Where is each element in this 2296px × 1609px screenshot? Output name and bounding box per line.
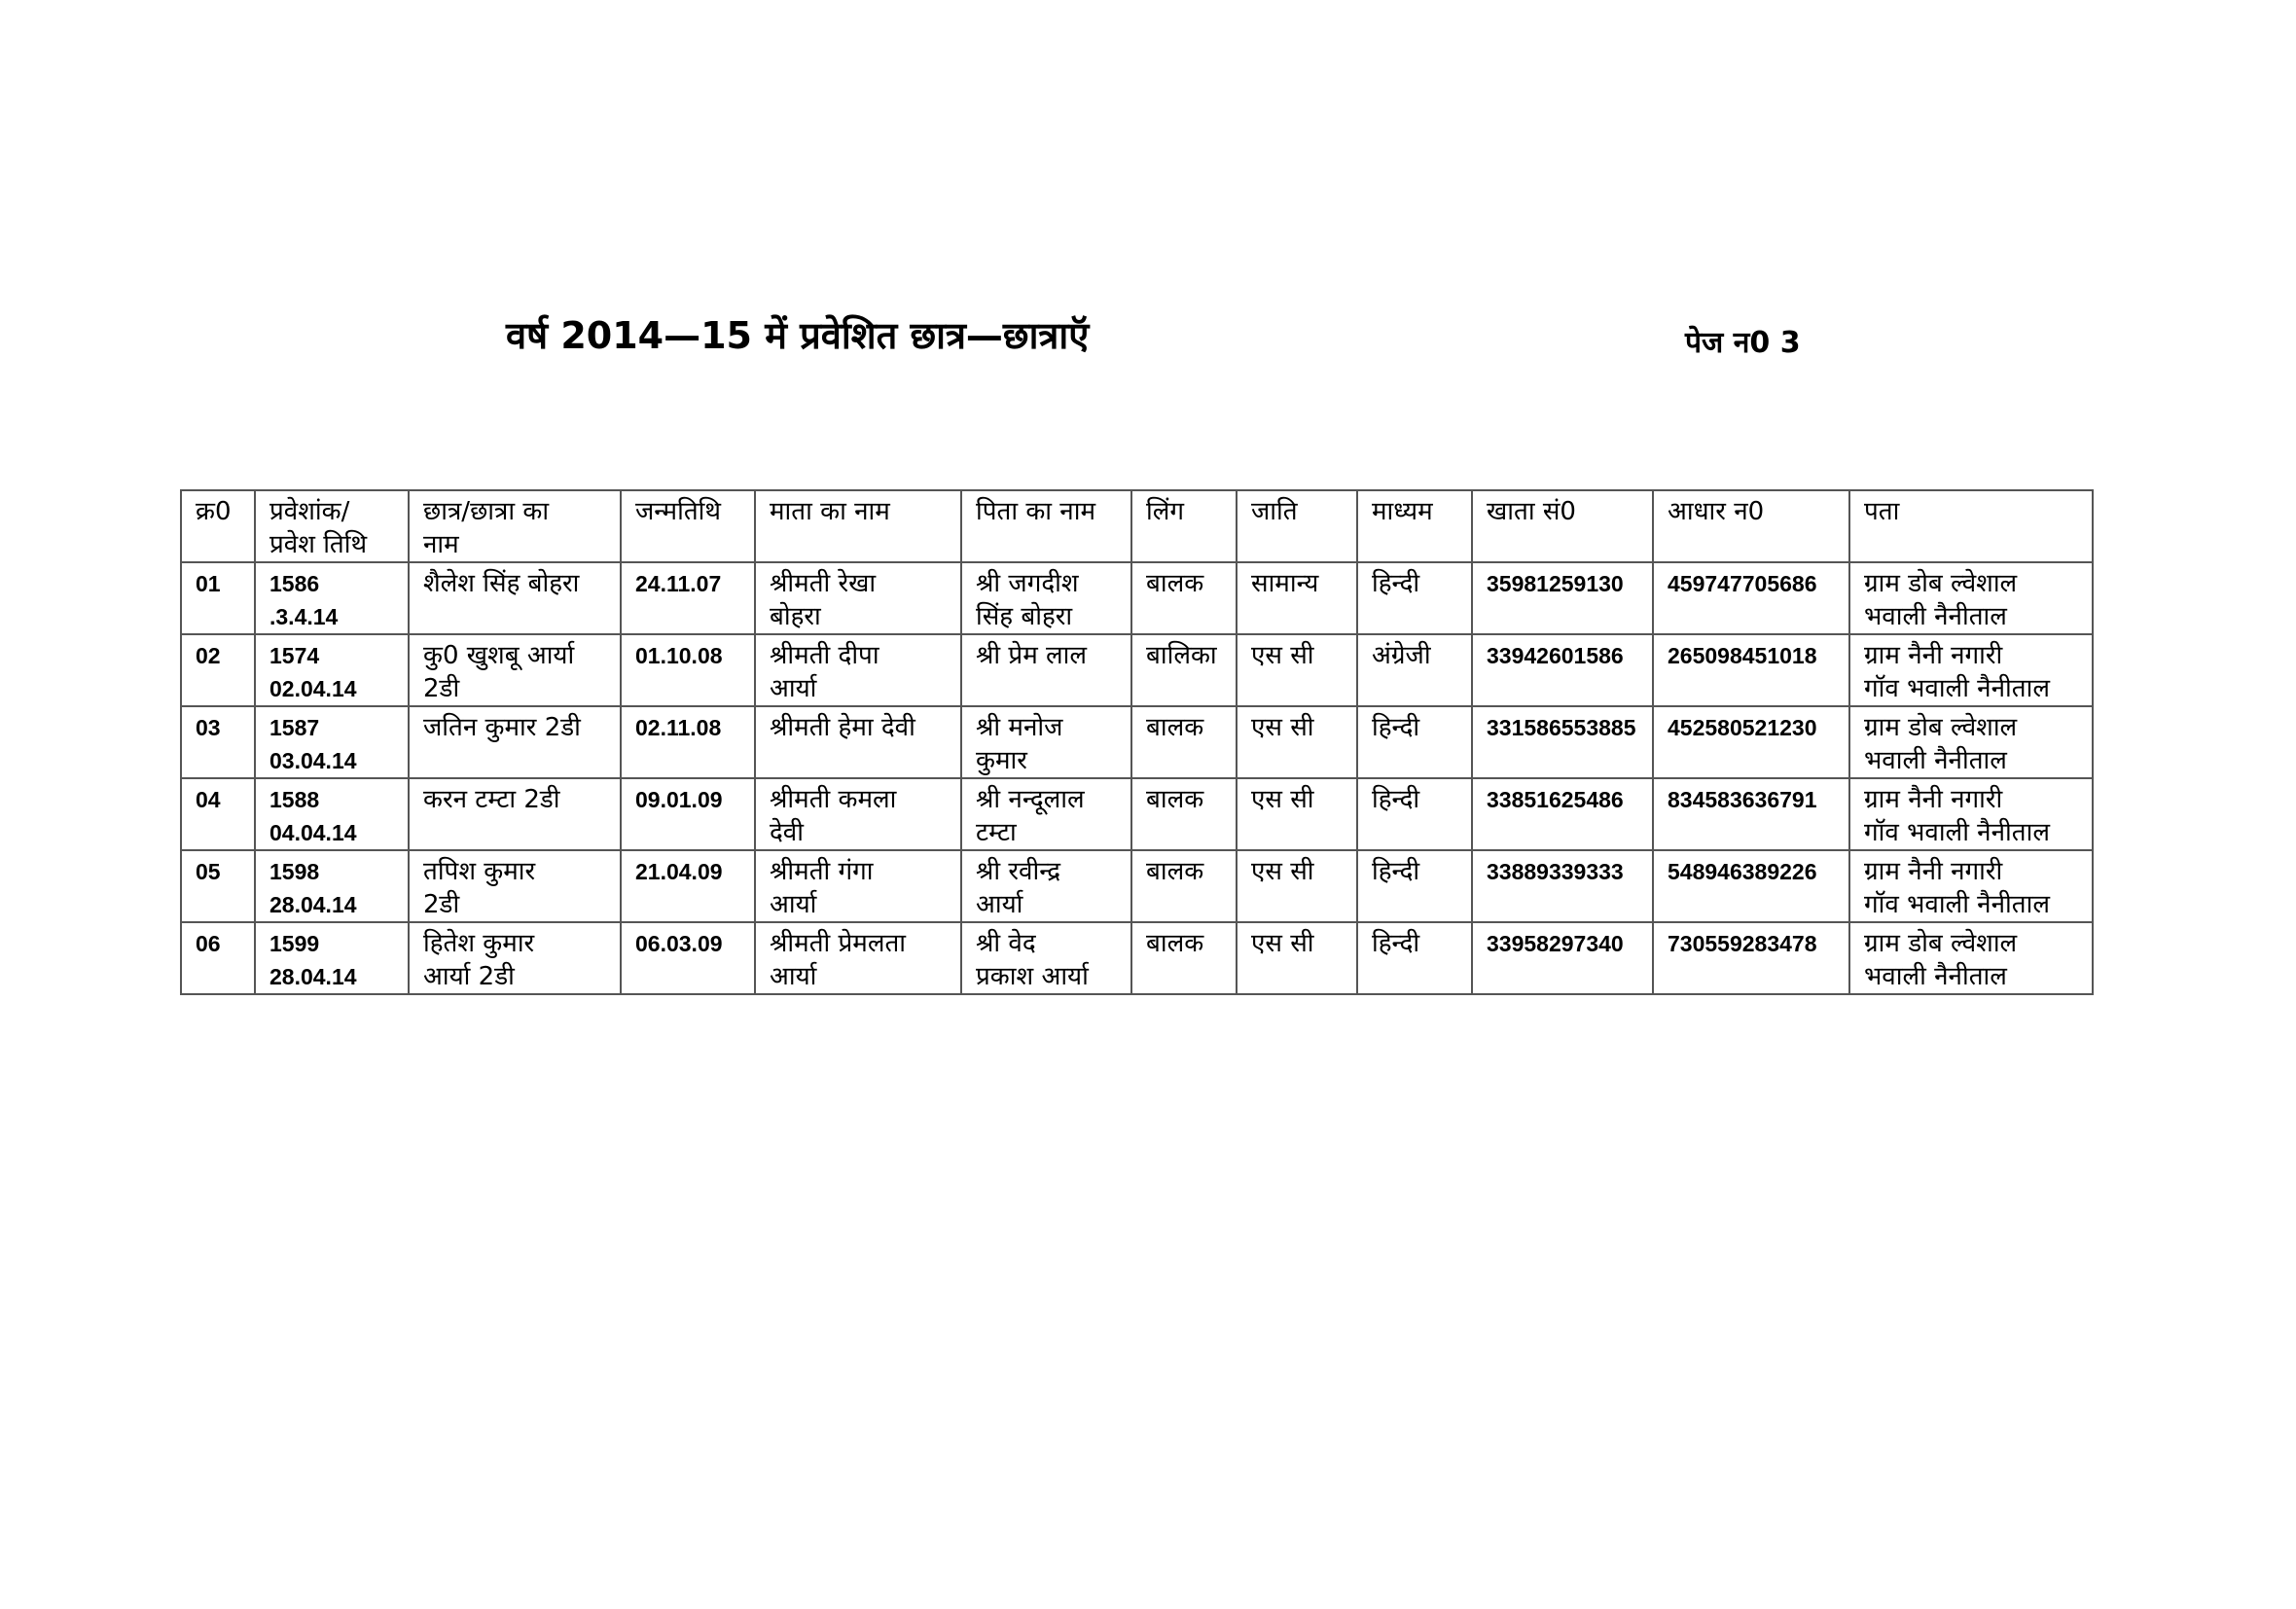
cell-caste: [1237, 850, 1357, 922]
cell-line: हितेश कुमार: [423, 929, 535, 958]
cell-line: 04.04.14: [269, 820, 357, 845]
cell-admission: [255, 634, 409, 706]
cell-line: ग्राम डोब ल्वेशाल: [1864, 713, 2018, 742]
cell-line: 09.01.09: [635, 787, 723, 812]
cell-aadhaar-no: [1653, 850, 1849, 922]
cell-line: श्री जगदीश: [976, 569, 1079, 598]
cell-account-no: [1472, 778, 1653, 850]
cell-line: ग्राम नैनी नगारी: [1864, 641, 2003, 670]
document-title: वर्ष 2014—15 में प्रवेशित छात्र—छात्राऍ: [506, 314, 1090, 357]
cell-line: बालक: [1146, 785, 1204, 814]
cell-line: टम्टा: [976, 818, 1017, 847]
cell-account-no: [1472, 562, 1653, 634]
cell-address: [1849, 562, 2093, 634]
cell-student-name: [409, 706, 621, 778]
cell-caste: [1237, 562, 1357, 634]
cell-caste: [1237, 634, 1357, 706]
cell-line: जन्मतिथि: [635, 497, 722, 526]
cell-line: श्री वेद: [976, 929, 1036, 958]
table-row: [181, 634, 2093, 706]
cell-line: श्री रवीन्द्र: [976, 857, 1061, 886]
cell-line: हिन्दी: [1372, 713, 1420, 742]
cell-line: 1588: [269, 787, 320, 812]
cell-line: श्रीमती दीपा: [770, 641, 879, 670]
cell-medium: [1357, 562, 1472, 634]
header-medium: [1357, 490, 1472, 562]
cell-gender: [1131, 850, 1237, 922]
cell-mother-name: [755, 562, 961, 634]
header-birth-date: [621, 490, 755, 562]
cell-address: [1849, 706, 2093, 778]
cell-account-no: [1472, 922, 1653, 994]
cell-line: 02: [196, 643, 221, 668]
header-gender: [1131, 490, 1237, 562]
header-admission-no-date: [255, 490, 409, 562]
cell-line: 02.04.14: [269, 676, 357, 701]
cell-aadhaar-no: [1653, 922, 1849, 994]
header-mother-name: [755, 490, 961, 562]
cell-line: आधार न0: [1668, 497, 1765, 526]
header-student-name: [409, 490, 621, 562]
cell-line: 06: [196, 931, 221, 956]
cell-line: 03.04.14: [269, 748, 357, 773]
page-number: पेज न0 3: [1685, 326, 1801, 360]
cell-line: आर्या: [770, 890, 817, 919]
cell-line: बालक: [1146, 713, 1204, 742]
cell-father-name: [961, 634, 1131, 706]
cell-line: माध्यम: [1372, 497, 1433, 526]
table-body: [181, 562, 2093, 994]
cell-line: खाता सं0: [1487, 497, 1576, 526]
cell-line: 33851625486: [1487, 787, 1624, 812]
cell-line: 33942601586: [1487, 643, 1624, 668]
header-caste: [1237, 490, 1357, 562]
cell-birth-date: [621, 562, 755, 634]
cell-caste: [1237, 706, 1357, 778]
cell-line: नाम: [423, 530, 459, 559]
cell-father-name: [961, 562, 1131, 634]
cell-line: 265098451018: [1668, 643, 1817, 668]
cell-student-name: [409, 850, 621, 922]
cell-line: पिता का नाम: [976, 497, 1095, 526]
cell-line: गॉव भवाली नैनीताल: [1864, 674, 2050, 703]
cell-line: पता: [1864, 497, 1900, 526]
header-serial: [181, 490, 255, 562]
table-row: [181, 562, 2093, 634]
cell-medium: [1357, 706, 1472, 778]
cell-line: करन टम्टा 2डी: [423, 785, 560, 814]
cell-birth-date: [621, 850, 755, 922]
cell-line: 35981259130: [1487, 571, 1624, 596]
cell-line: आर्या: [770, 962, 817, 991]
cell-line: सिंह बोहरा: [976, 602, 1073, 631]
cell-admission: [255, 706, 409, 778]
cell-birth-date: [621, 778, 755, 850]
cell-mother-name: [755, 634, 961, 706]
cell-line: 04: [196, 787, 221, 812]
header-account-no: [1472, 490, 1653, 562]
cell-line: 452580521230: [1668, 715, 1817, 740]
cell-line: 331586553885: [1487, 715, 1636, 740]
cell-father-name: [961, 850, 1131, 922]
cell-line: लिंग: [1146, 497, 1185, 526]
cell-line: 459747705686: [1668, 571, 1817, 596]
cell-admission: [255, 562, 409, 634]
cell-line: श्री मनोज: [976, 713, 1063, 742]
cell-line: जतिन कुमार 2डी: [423, 713, 581, 742]
cell-line: श्रीमती गंगा: [770, 857, 874, 886]
table-row: [181, 922, 2093, 994]
cell-admission: [255, 778, 409, 850]
cell-line: भवाली नैनीताल: [1864, 746, 2007, 775]
header-father-name: [961, 490, 1131, 562]
cell-line: बालक: [1146, 857, 1204, 886]
cell-line: 1599: [269, 931, 320, 956]
cell-line: भवाली नैनीताल: [1864, 602, 2007, 631]
cell-father-name: [961, 706, 1131, 778]
cell-line: हिन्दी: [1372, 857, 1420, 886]
cell-line: .3.4.14: [269, 604, 339, 629]
cell-line: हिन्दी: [1372, 929, 1420, 958]
cell-admission: [255, 922, 409, 994]
table-row: [181, 706, 2093, 778]
cell-medium: [1357, 634, 1472, 706]
cell-address: [1849, 922, 2093, 994]
cell-account-no: [1472, 634, 1653, 706]
cell-birth-date: [621, 706, 755, 778]
cell-mother-name: [755, 922, 961, 994]
cell-address: [1849, 634, 2093, 706]
cell-caste: [1237, 922, 1357, 994]
cell-line: एस सी: [1251, 641, 1314, 670]
cell-line: 1587: [269, 715, 320, 740]
cell-line: प्रकाश आर्या: [976, 962, 1089, 991]
cell-line: आर्या: [770, 674, 817, 703]
cell-account-no: [1472, 850, 1653, 922]
cell-line: एस सी: [1251, 713, 1314, 742]
cell-caste: [1237, 778, 1357, 850]
cell-birth-date: [621, 634, 755, 706]
cell-student-name: [409, 634, 621, 706]
cell-line: क्र0: [196, 497, 232, 526]
header-aadhaar-no: [1653, 490, 1849, 562]
cell-line: 01.10.08: [635, 643, 723, 668]
cell-line: माता का नाम: [770, 497, 890, 526]
cell-address: [1849, 778, 2093, 850]
cell-line: देवी: [770, 818, 804, 847]
cell-line: 548946389226: [1668, 859, 1817, 884]
header-address: [1849, 490, 2093, 562]
cell-line: 33958297340: [1487, 931, 1624, 956]
cell-line: 01: [196, 571, 221, 596]
cell-gender: [1131, 778, 1237, 850]
cell-serial: [181, 562, 255, 634]
cell-line: एस सी: [1251, 785, 1314, 814]
cell-line: कु0 खुशबू आर्या: [423, 641, 575, 670]
cell-serial: [181, 634, 255, 706]
cell-medium: [1357, 778, 1472, 850]
cell-serial: [181, 922, 255, 994]
cell-line: हिन्दी: [1372, 569, 1420, 598]
table-row: [181, 850, 2093, 922]
cell-line: हिन्दी: [1372, 785, 1420, 814]
cell-line: ग्राम नैनी नगारी: [1864, 785, 2003, 814]
cell-line: 2डी: [423, 674, 460, 703]
cell-birth-date: [621, 922, 755, 994]
cell-line: प्रवेशांक/: [269, 497, 350, 526]
cell-line: जाति: [1251, 497, 1298, 526]
cell-line: 1586: [269, 571, 320, 596]
cell-line: 03: [196, 715, 221, 740]
cell-medium: [1357, 922, 1472, 994]
cell-line: 33889339333: [1487, 859, 1624, 884]
cell-line: 28.04.14: [269, 964, 357, 989]
cell-aadhaar-no: [1653, 706, 1849, 778]
cell-line: शैलेश सिंह बोहरा: [423, 569, 580, 598]
cell-serial: [181, 850, 255, 922]
cell-line: अंग्रेजी: [1372, 641, 1431, 670]
cell-line: एस सी: [1251, 929, 1314, 958]
cell-line: श्री प्रेम लाल: [976, 641, 1088, 670]
cell-student-name: [409, 778, 621, 850]
cell-aadhaar-no: [1653, 562, 1849, 634]
cell-address: [1849, 850, 2093, 922]
cell-student-name: [409, 562, 621, 634]
student-admission-table: [180, 489, 2094, 995]
cell-admission: [255, 850, 409, 922]
cell-line: 02.11.08: [635, 715, 722, 740]
cell-father-name: [961, 922, 1131, 994]
cell-line: कुमार: [976, 746, 1027, 775]
cell-serial: [181, 706, 255, 778]
cell-line: श्रीमती हेमा देवी: [770, 713, 915, 742]
cell-line: एस सी: [1251, 857, 1314, 886]
cell-line: बालिका: [1146, 641, 1217, 670]
cell-line: बालक: [1146, 929, 1204, 958]
cell-line: ग्राम डोब ल्वेशाल: [1864, 569, 2018, 598]
cell-line: तपिश कुमार: [423, 857, 536, 886]
cell-line: छात्र/छात्रा का: [423, 497, 550, 526]
cell-line: बोहरा: [770, 602, 821, 631]
cell-line: आर्या: [976, 890, 1023, 919]
cell-gender: [1131, 634, 1237, 706]
cell-line: ग्राम डोब ल्वेशाल: [1864, 929, 2018, 958]
cell-line: श्रीमती कमला: [770, 785, 897, 814]
cell-line: 1598: [269, 859, 320, 884]
cell-line: सामान्य: [1251, 569, 1319, 598]
cell-line: 24.11.07: [635, 571, 722, 596]
cell-account-no: [1472, 706, 1653, 778]
cell-father-name: [961, 778, 1131, 850]
cell-line: गॉव भवाली नैनीताल: [1864, 890, 2050, 919]
cell-mother-name: [755, 706, 961, 778]
cell-line: 28.04.14: [269, 892, 357, 917]
cell-line: गॉव भवाली नैनीताल: [1864, 818, 2050, 847]
cell-line: बालक: [1146, 569, 1204, 598]
cell-aadhaar-no: [1653, 778, 1849, 850]
cell-line: प्रवेश तिथि: [269, 530, 368, 559]
cell-line: भवाली नैनीताल: [1864, 962, 2007, 991]
table-row: [181, 778, 2093, 850]
cell-mother-name: [755, 778, 961, 850]
cell-line: श्रीमती रेखा: [770, 569, 877, 598]
cell-aadhaar-no: [1653, 634, 1849, 706]
cell-line: श्रीमती प्रेमलता: [770, 929, 907, 958]
cell-serial: [181, 778, 255, 850]
cell-line: 06.03.09: [635, 931, 723, 956]
cell-student-name: [409, 922, 621, 994]
cell-line: 834583636791: [1668, 787, 1817, 812]
cell-line: 05: [196, 859, 221, 884]
cell-mother-name: [755, 850, 961, 922]
cell-gender: [1131, 562, 1237, 634]
cell-line: 2डी: [423, 890, 460, 919]
cell-line: 730559283478: [1668, 931, 1817, 956]
cell-line: श्री नन्दूलाल: [976, 785, 1085, 814]
cell-gender: [1131, 922, 1237, 994]
cell-medium: [1357, 850, 1472, 922]
cell-line: आर्या 2डी: [423, 962, 515, 991]
cell-line: 21.04.09: [635, 859, 723, 884]
cell-line: 1574: [269, 643, 320, 668]
table-header-row: [181, 490, 2093, 562]
cell-line: ग्राम नैनी नगारी: [1864, 857, 2003, 886]
cell-gender: [1131, 706, 1237, 778]
